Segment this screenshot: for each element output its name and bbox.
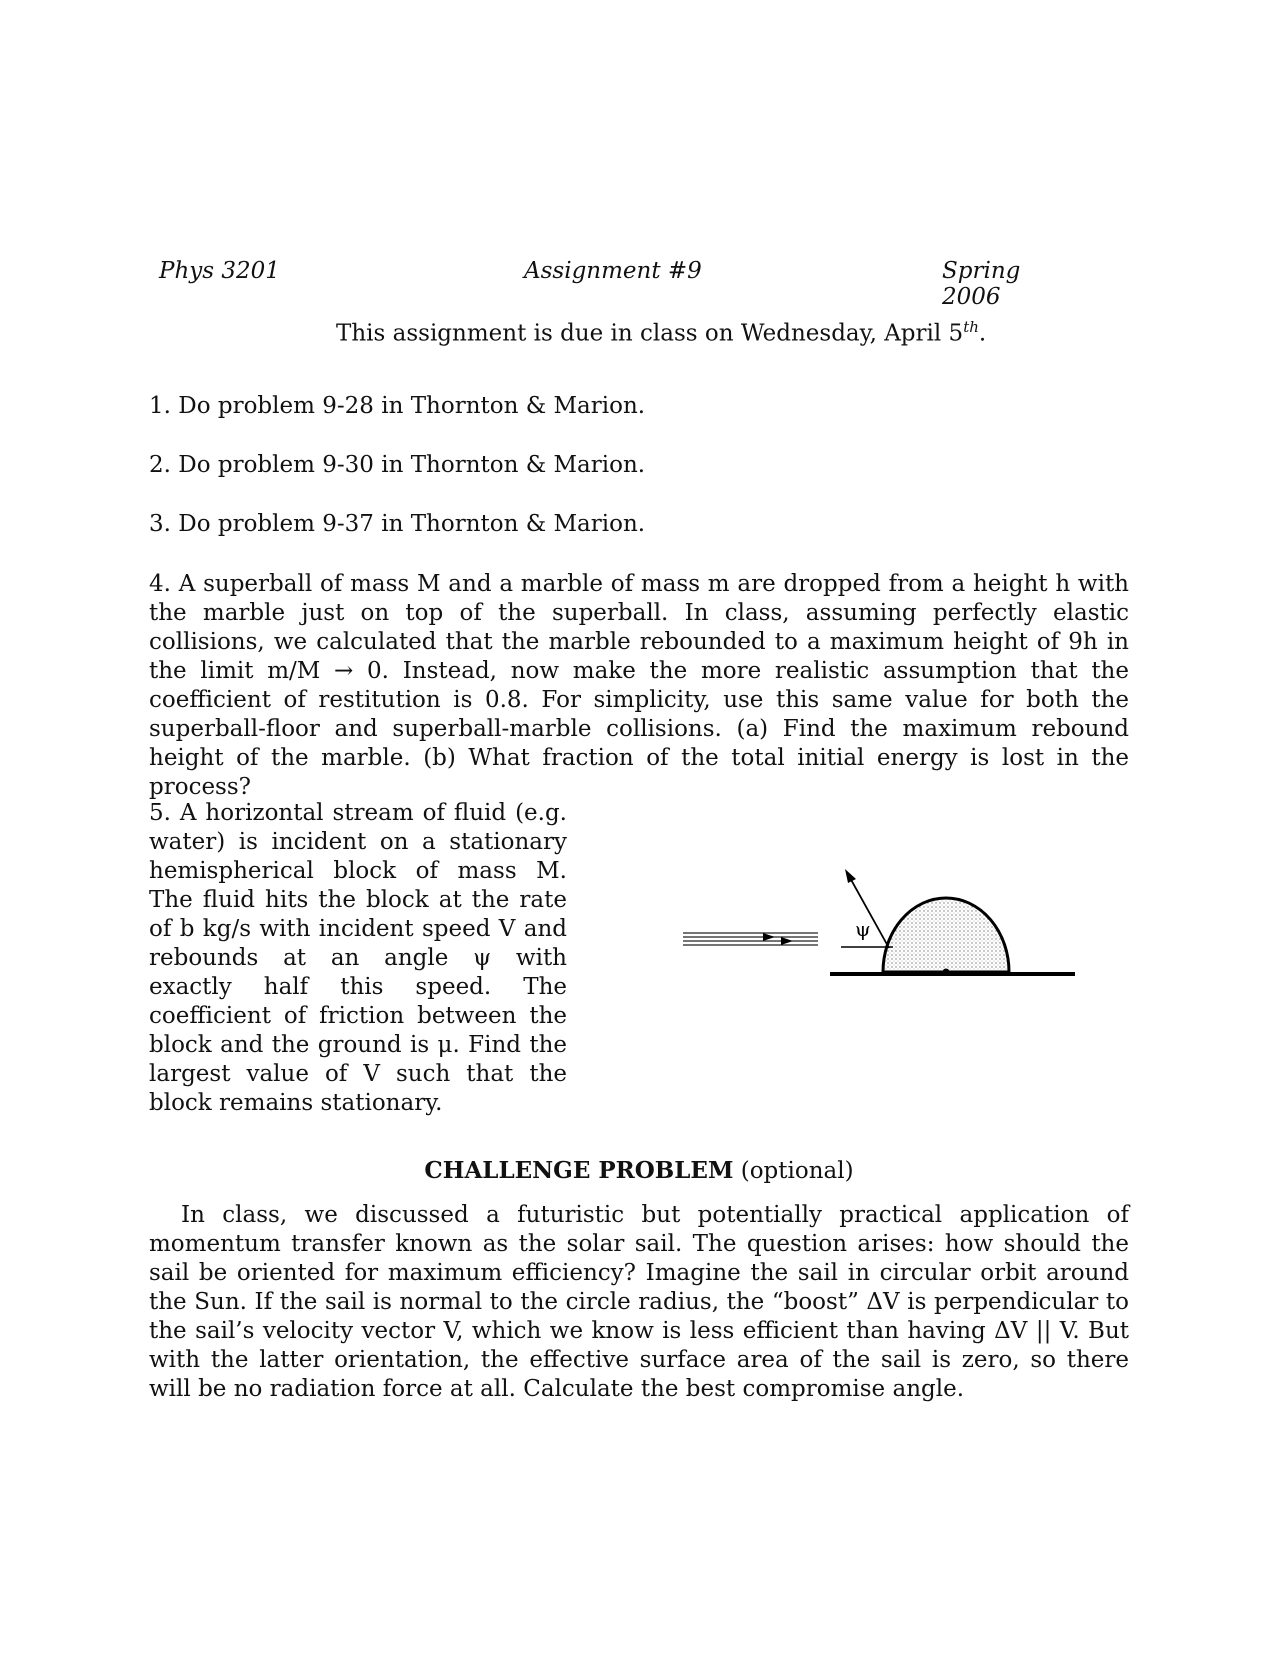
rebound-arrowhead-icon	[845, 869, 856, 883]
challenge-heading	[149, 1157, 1129, 1184]
problem-5: 5. A horizontal stream of fluid (e.g. water) is incident on a stationary hemispherical block of mass M. The fluid hits the block at the rate of b kg/s with incident speed V and rebounds at an angle ψ with exactly half this speed. The coefficient of friction between the block and the ground is μ. Find the largest value of V such that the block remains stationary.	[149, 800, 567, 1116]
due-superscript: th	[963, 318, 979, 336]
course-code: Phys 3201	[159, 258, 280, 284]
challenge-optional: (optional)	[733, 1158, 854, 1184]
problem-2: 2. Do problem 9-30 in Thornton & Marion.	[149, 452, 646, 478]
due-date-line	[336, 318, 986, 347]
term: Spring 2006	[942, 258, 1021, 310]
fluid-stream	[683, 933, 818, 945]
hemisphere-block	[883, 898, 1009, 972]
angle-label: ψ	[855, 917, 871, 941]
block-center-dot	[943, 969, 950, 976]
stream-arrow-icon	[781, 937, 793, 945]
problem-1: 1. Do problem 9-28 in Thornton & Marion.	[149, 393, 646, 419]
due-text: This assignment is due in class on Wednesday, April 5	[336, 320, 964, 347]
due-end: .	[978, 320, 987, 347]
problem-4: 4. A superball of mass M and a marble of mass m are dropped from a height h with the marble just on top of the superball. In class, assuming perfectly elastic collisions, we calculated that the marble rebounded to a maximum height of 9h in the limit m/M → 0. Instead, now make the more realistic assumption that the coefficient of restitution is 0.8. For simplicity, use this same value for both the superball-floor and superball-marble collisions. (a) Find the maximum rebound height of the marble. (b) What fraction of the total initial energy is lost in the process?	[149, 571, 1129, 800]
challenge-text: In class, we discussed a futuristic but potentially practical application of momentum transfer known as the solar sail. The question arises: how should the sail be oriented for maximum efficiency? Imagine the sail in circular orbit around the Sun. If the sail is normal to the circle radius, the “boost” ΔV is perpendicular to the sail’s velocity vector V, which we know is less efficient than having ΔV || V. But with the latter orientation, the effective surface area of the sail is zero, so there will be no radiation force at all. Calculate the best compromise angle.	[149, 1202, 1129, 1402]
hemisphere-figure	[683, 862, 1083, 992]
challenge-title: CHALLENGE PROBLEM	[424, 1157, 734, 1184]
problem-3: 3. Do problem 9-37 in Thornton & Marion.	[149, 511, 646, 537]
assignment-title: Assignment #9	[524, 258, 702, 284]
stream-arrow-icon	[763, 933, 775, 941]
